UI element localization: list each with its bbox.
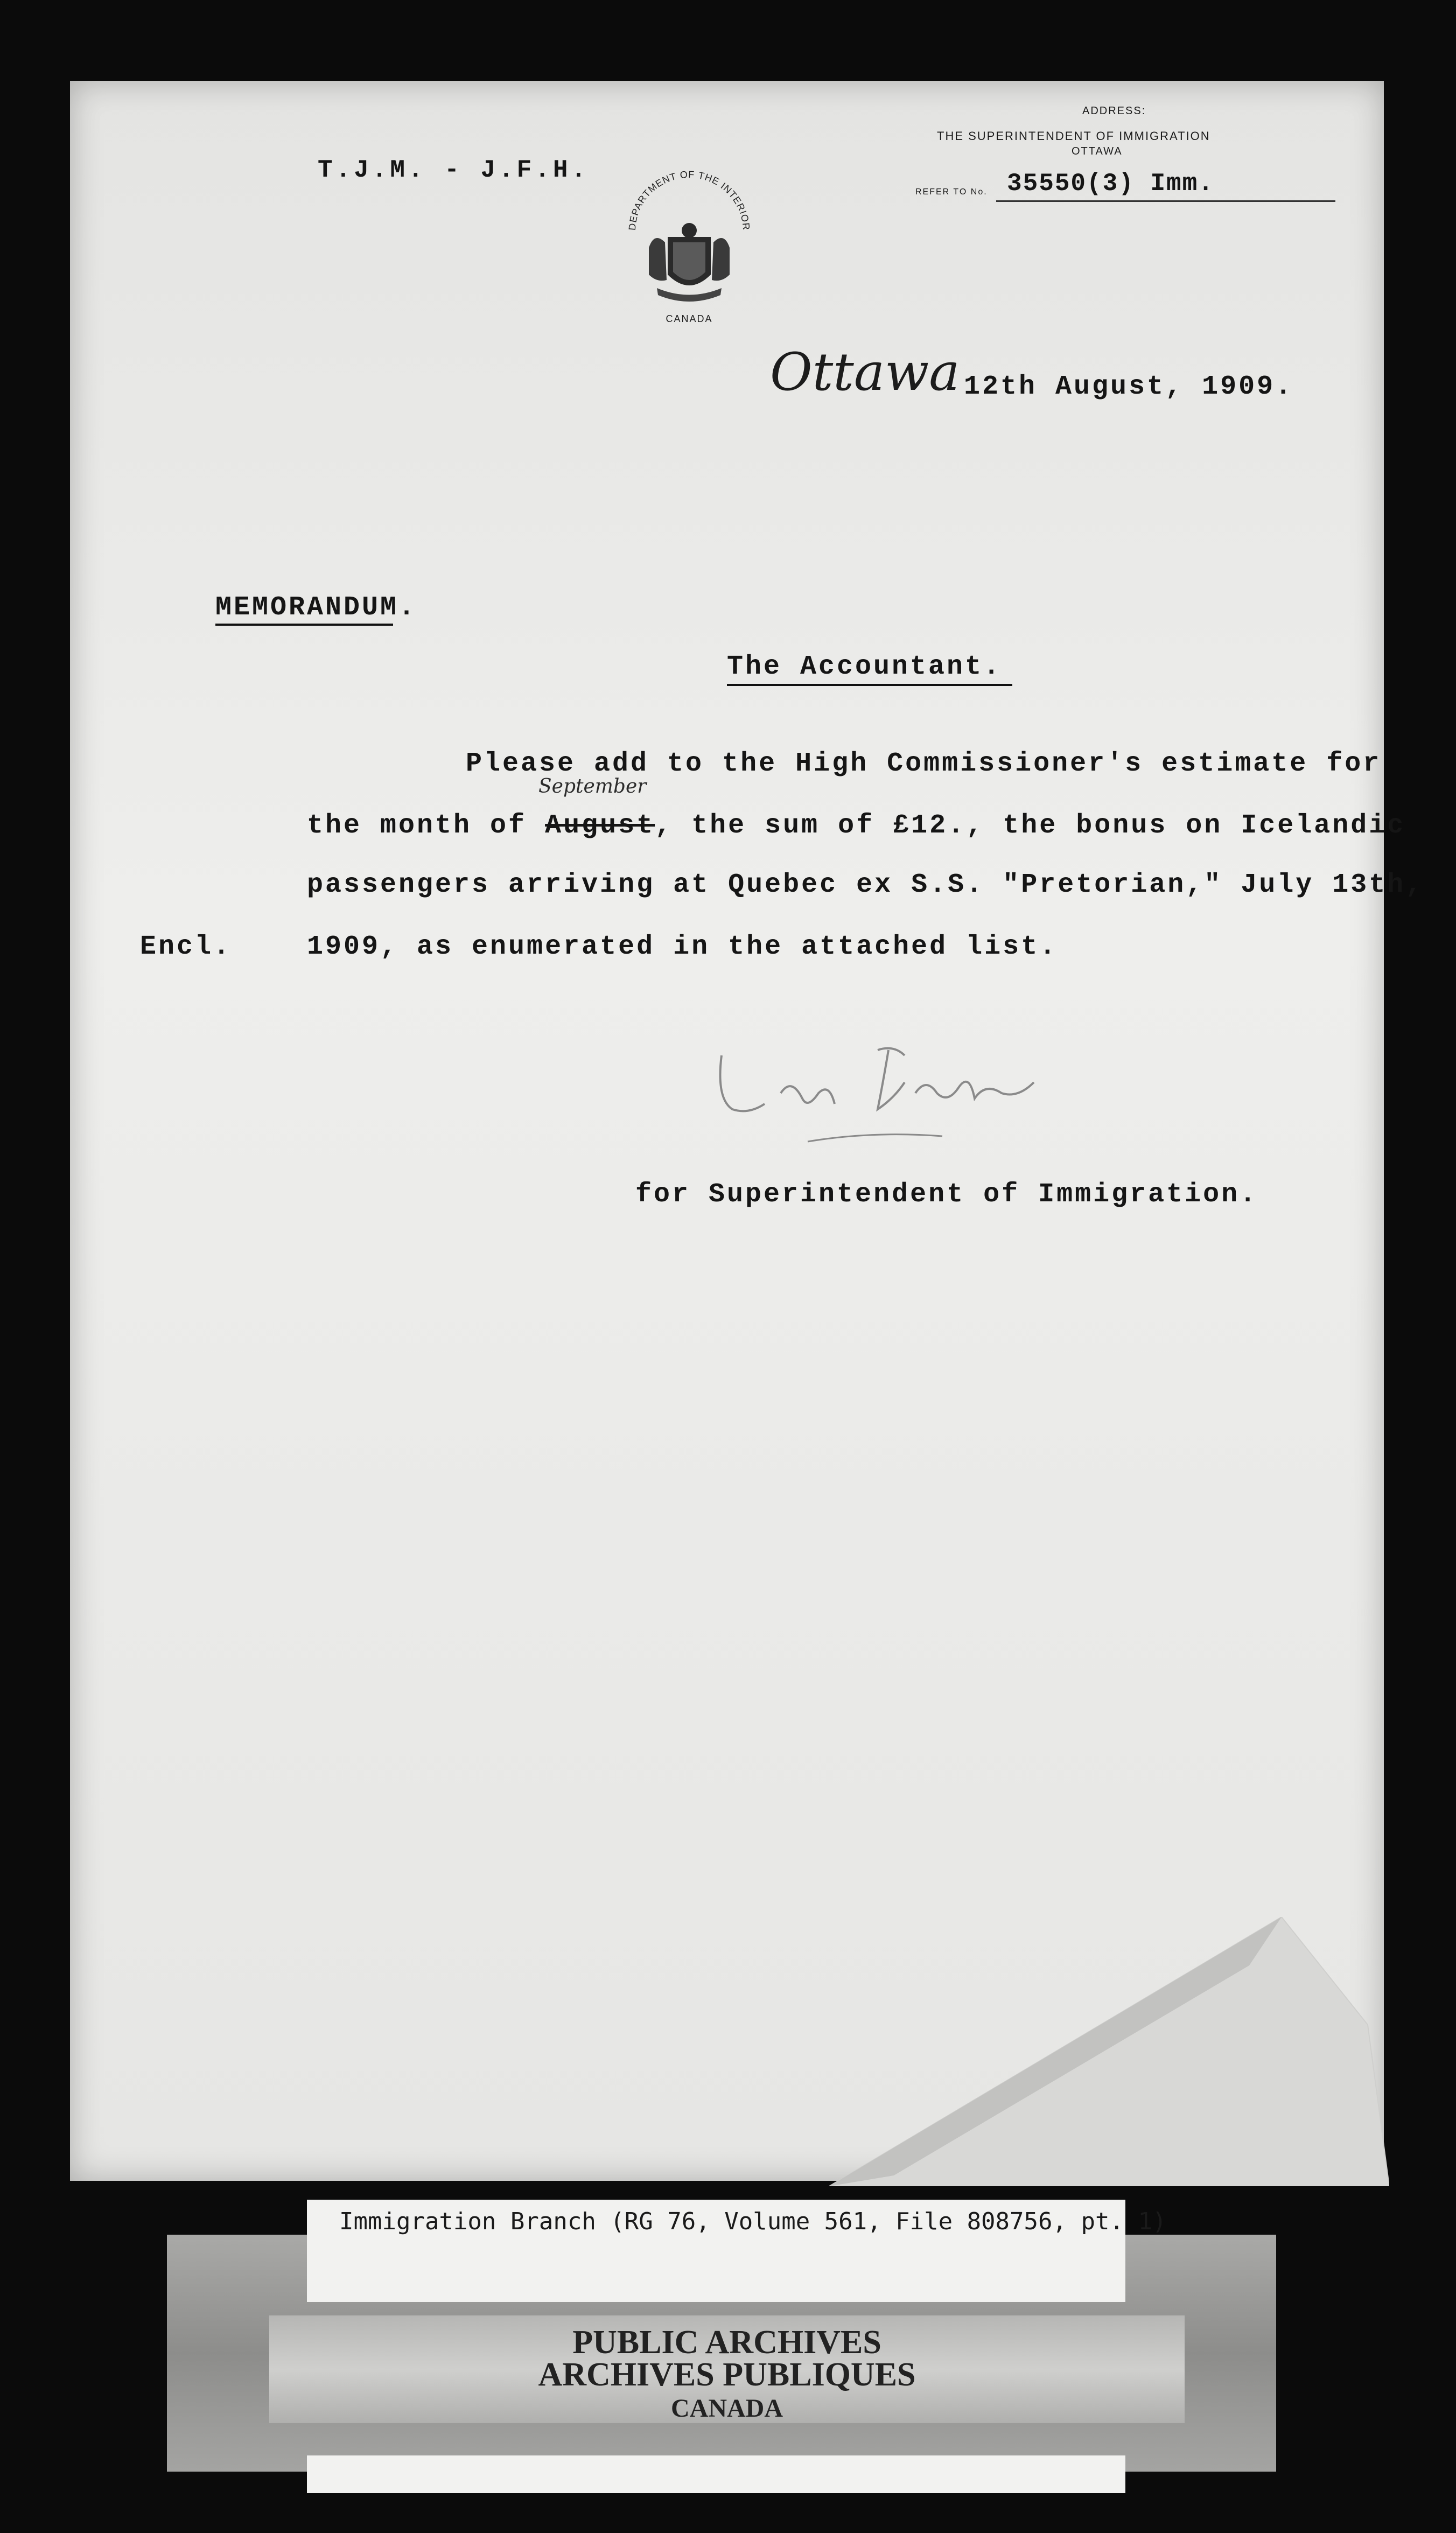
struck-word: August — [545, 810, 655, 841]
memo-heading-underline — [215, 624, 393, 626]
stamp-line-2: ARCHIVES PUBLIQUES — [538, 2356, 916, 2393]
body-line-2-start: the month of — [307, 810, 545, 841]
signature — [700, 1034, 1077, 1152]
memo-heading: MEMORANDUM. — [215, 592, 417, 623]
refer-number: 35550(3) Imm. — [1007, 170, 1214, 198]
coat-of-arms-crest-icon — [619, 167, 759, 328]
crest-top-text: DEPARTMENT OF THE INTERIOR — [626, 169, 752, 231]
archive-caption: Immigration Branch (RG 76, Volume 561, File 808756, pt. 1) — [339, 2208, 1167, 2235]
crest-bottom-text: CANADA — [666, 313, 713, 324]
svg-text:DEPARTMENT OF THE INTERIOR — [627, 169, 752, 231]
enclosure-note: Encl. — [140, 932, 232, 962]
address-label: ADDRESS: — [1082, 105, 1146, 117]
bottom-panel — [307, 2455, 1125, 2493]
sign-off: for Superintendent of Immigration. — [635, 1179, 1258, 1210]
refer-underline — [996, 200, 1335, 202]
refer-label: REFER TO No. — [915, 187, 988, 197]
stamp-line-1: PUBLIC ARCHIVES — [572, 2324, 881, 2361]
initials: T.J.M. - J.F.H. — [318, 156, 590, 184]
stamp-line-3: CANADA — [671, 2394, 783, 2423]
memo-date: 12th August, 1909. — [964, 372, 1294, 402]
body-line-3: passengers arriving at Quebec ex S.S. "Pretorian," July 13th, — [307, 870, 1424, 900]
handwritten-place: Ottawa — [770, 342, 960, 402]
address-line2: OTTAWA — [1072, 145, 1123, 157]
folded-corner — [829, 1917, 1389, 2186]
memo-page — [70, 81, 1424, 2181]
address-line1: THE SUPERINTENDENT OF IMMIGRATION — [937, 129, 1210, 143]
body-line-1: Please add to the High Commissioner's estimate for — [466, 748, 1382, 779]
handwritten-insert: September — [538, 775, 647, 797]
addressee-underline — [727, 684, 1012, 686]
body-line-2-end: , the sum of £12., the bonus on Icelandic — [655, 810, 1406, 841]
addressee: The Accountant. — [727, 652, 1002, 682]
body-line-2 — [307, 810, 1405, 841]
body-line-4: 1909, as enumerated in the attached list. — [307, 932, 1058, 962]
